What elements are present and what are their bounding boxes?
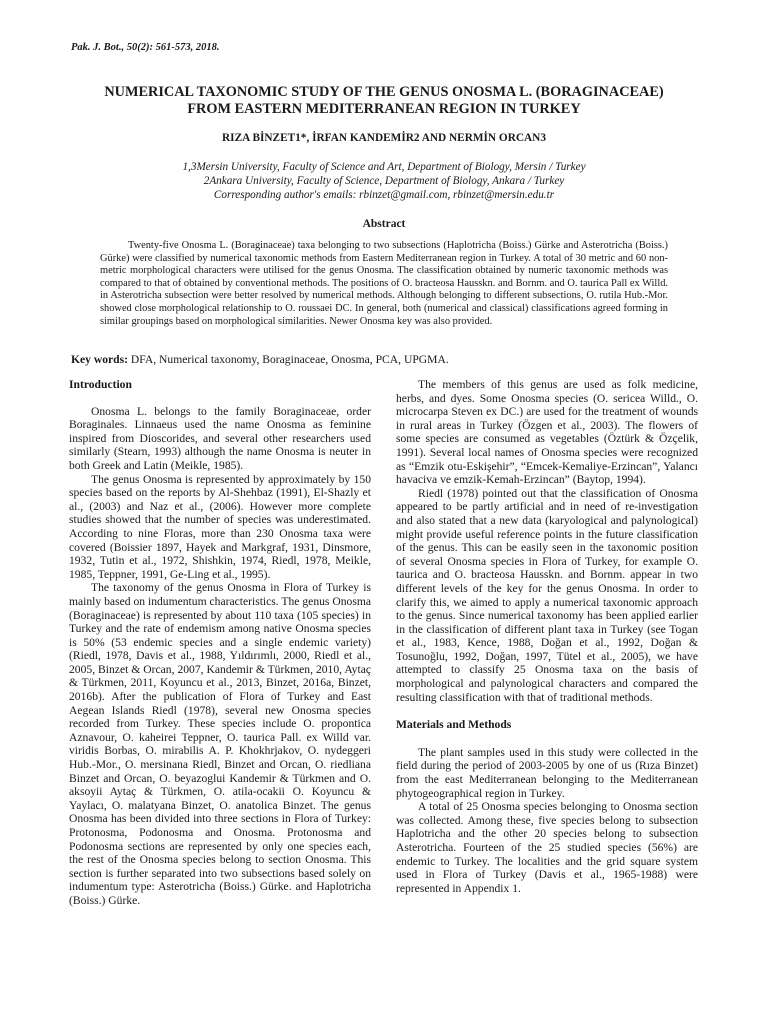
journal-citation: Pak. J. Bot., 50(2): 561-573, 2018. [71,42,220,53]
introduction-heading: Introduction [69,378,132,391]
affiliation-mersin: 1,3Mersin University, Faculty of Science and Art, Department of Biology, Mersin / Turkey [182,161,586,173]
abstract-text: Twenty-five Onosma L. (Boraginaceae) taxa belonging to two subsections (Haplotricha (Boiss.) Gürke and Asterotricha (Boiss.) Gürke) were classified by numerical taxonomic methods from Eastern Mediterranean region in Turkey. A total of 30 metric and 60 non-metric morphological characters were utilised for the genus Onosma. The classification obtained by numeric taxonomic methods was compared to that of obtained by conventional methods. The positions of O. bracteosa Hausskn. and Bornm. and O. taurica Pall ex Willd. in Asterotricha subsection were better resolved by numerical methods. Although belonging to different subsections, O. rutila Hub.-Mor. showed close morphological relationship to O. roussaei DC. In general, both (numerical and classical) classifications agreed forming in similar groupings based on morphological similarities. Newer Onosma key was also provided. [100,240,668,327]
affiliation-ankara: 2Ankara University, Faculty of Science, Department of Biology, Ankara / Turkey [203,175,565,187]
author-list: RIZA BİNZET1*, İRFAN KANDEMİR2 AND NERMİN ORCAN3 [222,132,546,144]
paper-title [60,84,708,118]
right-column [396,378,698,895]
affiliations [60,160,708,202]
intro-paragraph-1: Onosma L. belongs to the family Boraginaceae, order Boraginales. Linnaeus used the name Onosma as feminine inspired from Dioscorides, and several other researchers used similarly (Stearn, 1993) although the name Onosma is neuter in both Greek and Latin (Meikle, 1985). [69,404,371,472]
riedl-paragraph: Riedl (1978) pointed out that the classification of Onosma appeared to be partly artificial and in need of re-investigation and also stated that a new data (karyological and palynological) might provide useful reference points in the future classification of the genus. This can be easily seen in the taxonomic position of several Onosma species in Flora of Turkey, for example O. taurica and O. bracteosa Hausskn. and Bornm. appear in two different levels of the key for the genus Onosma. In order to clarify this, we aimed to apply a numerical taxonomic approach to the genus. Since numerical taxonomy has been applied earlier in the classification of different plant taxa in Turkey (see Togan et al., 1983, Kence, 1988, Doğan et al., 1992, Doğan & Tosunoğlu, 1992, Doğan, 1997, Tütel et al., 2005), we have attempted to classify 25 Onosma taxa on the basis of morphological and palynological characters and compared the resulting classification with that of traditional methods. [396,486,698,704]
abstract-body [100,240,668,328]
corresponding-emails: Corresponding author's emails: rbinzet@gmail.com, rbinzet@mersin.edu.tr [213,189,555,201]
keywords-list: DFA, Numerical taxonomy, Boraginaceae, Onosma, PCA, UPGMA. [130,353,449,366]
title-line-2: FROM EASTERN MEDITERRANEAN REGION IN TURKEY [187,101,581,117]
left-column [69,378,371,908]
mm-paragraph-2: A total of 25 Onosma species belonging to Onosma section was collected. Among these, five species belong to subsection Haplotricha and the other 20 species belong to subsection Asterotricha. Fourteen of the 25 studied species (56%) are endemic to Turkey. The localities and the grid square system used in Flora of Turkey (Davis et al., 1965-1988) were represented in Appendix 1. [396,800,698,895]
intro-paragraph-3: The taxonomy of the genus Onosma in Flora of Turkey is mainly based on indumentum characteristics. The genus Onosma (Boraginaceae) is represented by about 110 taxa (105 species) in Turkey and the rate of endemism among native Onosma species is 50% (53 endemic species and a single endemic variety) (Riedl, 1978, Davis et al., 1988, Yıldırımlı, 2000, Riedl et al., 2005, Binzet & Orcan, 2007, Kandemir & Türkmen, 2010, Aytaç & Türkmen, 2011, Koyuncu et al., 2013, Binzet, 2016a, Binzet, 2016b). After the publication of Flora of Turkey and East Aegean Islands Riedl (1978), several new Onosma species recorded from Turkey. These species include O. propontica Aznavour, O. kaheirei Teppner, O. taurica Pall. ex Willd var. viridis Borbas, O. mirabilis A. P. Khokhrjakov, O. nydeggeri Hub.-Mor., O. mersinana Riedl, Binzet and Orcan, O. riedliana Binzet and Orcan, O. beyazoglui Kandemir & Türkmen and O. aksoyii Aytaç & Türkmen, O. atila-ocakii O. Koyuncu & Yaylacı, O. malatyana Binzet, O. anatolica Binzet. The genus Onosma has been divided into three sections in Flora of Turkey: Protonosma, Podonosma and Onosma. Protonosma and Podonosma sections are represented by only one species each, the rest of the Onosma species belong to section Onosma. This section is further separated into two subsections based solely on indumentum type: Asterotricha (Boiss.) Gürke. and Haplotricha (Boiss.) Gürke. [69,581,371,907]
materials-methods-heading: Materials and Methods [396,718,512,732]
intro-paragraph-2: The genus Onosma is represented by approximately by 150 species based on the reports by Al-Shehbaz (1991), El-Shazly et al., (2003) and Naz et al., (2006). However more complete studies showed that the number of species was underestimated. According to nine Floras, more than 230 Onosma taxa were covered (Boissier 1897, Hayek and Markgraf, 1931, Dinsmore, 1932, Tutin et al., 1972, Shishkin, 1974, Riedl, 1978, Meikle, 1985, Teppner, 1991, Ge-Ling et al., 1995). [69,472,371,581]
folk-medicine-paragraph: The members of this genus are used as folk medicine, herbs, and dyes. Some Onosma species (O. sericea Willd., O. microcarpa Steven ex DC.) are used for the treatment of wounds in rural areas in Turkey (Özgen et al., 2003). The flowers of some species are consumed as vegetables (Öztürk & Özçelik, 1991). Several local names of Onosma species were recognized as “Emzik otu-Eskişehir”, “Emcek-Kemaliye-Erzincan”, Yalancı havaciva ve emzik-Kemah-Erzincan” (Baytop, 1994). [396,378,698,487]
mm-paragraph-1: The plant samples used in this study were collected in the field during the period of 2003-2005 by one of us (Rıza Binzet) from the east Mediterranean belonging to the Mediterranean phytogeographical region in Turkey. [396,745,698,800]
keywords-label: Key words: [71,353,128,366]
keywords-line [71,353,697,366]
title-line-1: NUMERICAL TAXONOMIC STUDY OF THE GENUS ONOSMA L. (BORAGINACEAE) [104,84,664,100]
abstract-heading: Abstract [362,218,406,230]
